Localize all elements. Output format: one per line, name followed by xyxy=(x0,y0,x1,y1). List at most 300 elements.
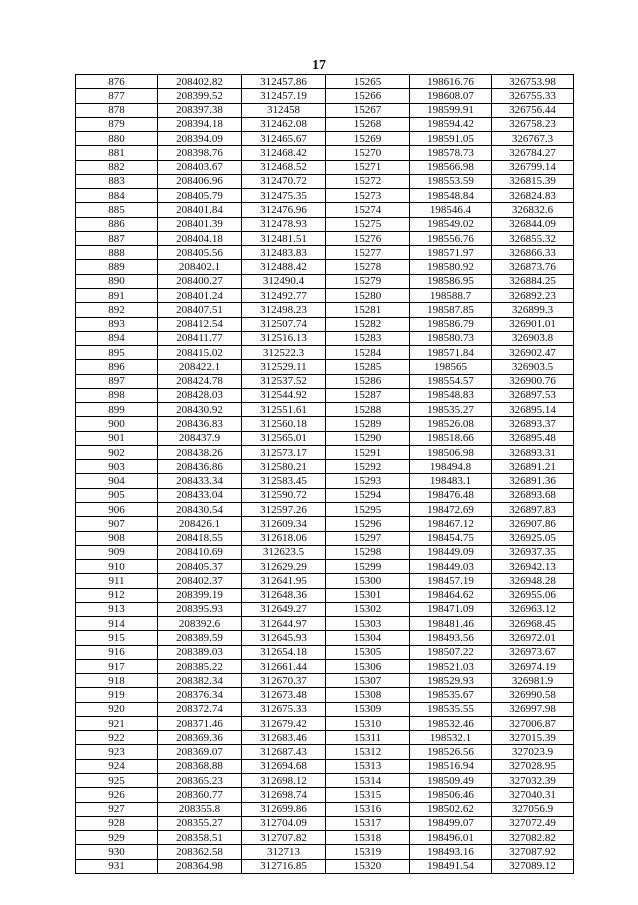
cell-point-number-a: 887 xyxy=(76,231,158,245)
cell-coordinate-y-a: 312492.77 xyxy=(242,288,326,302)
cell-point-number-a: 893 xyxy=(76,317,158,331)
cell-point-number-b: 15307 xyxy=(326,674,410,688)
cell-point-number-a: 892 xyxy=(76,303,158,317)
cell-point-number-b: 15286 xyxy=(326,374,410,388)
cell-point-number-a: 927 xyxy=(76,802,158,816)
table-row xyxy=(76,602,574,616)
cell-coordinate-y-a: 312560.18 xyxy=(242,417,326,431)
cell-coordinate-x-b: 198571.84 xyxy=(410,346,492,360)
cell-point-number-a: 920 xyxy=(76,702,158,716)
cell-coordinate-y-a: 312465.67 xyxy=(242,132,326,146)
cell-point-number-a: 922 xyxy=(76,731,158,745)
cell-coordinate-x-a: 208405.56 xyxy=(158,246,242,260)
cell-point-number-a: 909 xyxy=(76,545,158,559)
cell-coordinate-x-b: 198502.62 xyxy=(410,802,492,816)
cell-point-number-b: 15298 xyxy=(326,545,410,559)
table-row xyxy=(76,502,574,516)
cell-point-number-a: 886 xyxy=(76,217,158,231)
cell-point-number-a: 880 xyxy=(76,132,158,146)
cell-point-number-b: 15272 xyxy=(326,174,410,188)
cell-point-number-b: 15273 xyxy=(326,189,410,203)
cell-coordinate-x-b: 198565 xyxy=(410,360,492,374)
cell-point-number-a: 915 xyxy=(76,631,158,645)
cell-coordinate-x-b: 198591.05 xyxy=(410,132,492,146)
cell-point-number-a: 891 xyxy=(76,288,158,302)
cell-coordinate-x-b: 198532.46 xyxy=(410,716,492,730)
cell-coordinate-x-a: 208355.27 xyxy=(158,816,242,830)
cell-coordinate-y-a: 312478.93 xyxy=(242,217,326,231)
cell-coordinate-y-b: 326948.28 xyxy=(492,574,574,588)
cell-point-number-a: 896 xyxy=(76,360,158,374)
table-row xyxy=(76,75,574,89)
cell-coordinate-x-b: 198535.55 xyxy=(410,702,492,716)
cell-coordinate-x-b: 198526.08 xyxy=(410,417,492,431)
cell-coordinate-x-b: 198476.48 xyxy=(410,488,492,502)
table-row xyxy=(76,517,574,531)
cell-coordinate-y-a: 312573.17 xyxy=(242,445,326,459)
cell-coordinate-x-a: 208406.96 xyxy=(158,174,242,188)
cell-point-number-b: 15309 xyxy=(326,702,410,716)
cell-point-number-a: 930 xyxy=(76,845,158,859)
table-row xyxy=(76,816,574,830)
cell-coordinate-y-a: 312580.21 xyxy=(242,460,326,474)
cell-coordinate-y-b: 326799.14 xyxy=(492,160,574,174)
cell-coordinate-x-b: 198580.92 xyxy=(410,260,492,274)
table-row xyxy=(76,431,574,445)
cell-coordinate-y-a: 312462.08 xyxy=(242,117,326,131)
cell-coordinate-y-b: 326897.83 xyxy=(492,502,574,516)
cell-point-number-b: 15275 xyxy=(326,217,410,231)
table-row xyxy=(76,845,574,859)
cell-coordinate-x-b: 198529.93 xyxy=(410,674,492,688)
cell-coordinate-x-b: 198616.76 xyxy=(410,75,492,89)
table-row xyxy=(76,474,574,488)
cell-coordinate-y-b: 327087.92 xyxy=(492,845,574,859)
cell-coordinate-x-a: 208365.23 xyxy=(158,774,242,788)
cell-coordinate-x-b: 198506.46 xyxy=(410,788,492,802)
cell-coordinate-x-a: 208436.86 xyxy=(158,460,242,474)
cell-coordinate-y-b: 326893.37 xyxy=(492,417,574,431)
cell-coordinate-x-b: 198449.09 xyxy=(410,545,492,559)
cell-coordinate-y-a: 312470.72 xyxy=(242,174,326,188)
cell-point-number-a: 894 xyxy=(76,331,158,345)
cell-coordinate-y-b: 326893.31 xyxy=(492,445,574,459)
cell-coordinate-x-a: 208401.84 xyxy=(158,203,242,217)
cell-point-number-a: 907 xyxy=(76,517,158,531)
cell-coordinate-y-b: 326955.06 xyxy=(492,588,574,602)
cell-coordinate-x-a: 208389.03 xyxy=(158,645,242,659)
cell-coordinate-x-b: 198518.66 xyxy=(410,431,492,445)
cell-coordinate-y-b: 326907.86 xyxy=(492,517,574,531)
cell-coordinate-y-a: 312498.23 xyxy=(242,303,326,317)
cell-coordinate-x-a: 208433.04 xyxy=(158,488,242,502)
table-row xyxy=(76,203,574,217)
cell-point-number-b: 15282 xyxy=(326,317,410,331)
cell-coordinate-x-b: 198496.01 xyxy=(410,831,492,845)
cell-coordinate-y-b: 326784.27 xyxy=(492,146,574,160)
table-row xyxy=(76,288,574,302)
cell-coordinate-y-b: 326925.05 xyxy=(492,531,574,545)
cell-coordinate-x-b: 198481.46 xyxy=(410,617,492,631)
table-row xyxy=(76,759,574,773)
table-row xyxy=(76,189,574,203)
cell-point-number-a: 902 xyxy=(76,445,158,459)
cell-point-number-a: 906 xyxy=(76,502,158,516)
cell-point-number-a: 914 xyxy=(76,617,158,631)
cell-point-number-a: 908 xyxy=(76,531,158,545)
table-row xyxy=(76,374,574,388)
cell-point-number-a: 931 xyxy=(76,859,158,873)
cell-point-number-a: 900 xyxy=(76,417,158,431)
cell-coordinate-x-a: 208410.69 xyxy=(158,545,242,559)
table-row xyxy=(76,574,574,588)
table-row xyxy=(76,260,574,274)
cell-coordinate-x-a: 208394.18 xyxy=(158,117,242,131)
cell-point-number-a: 903 xyxy=(76,460,158,474)
cell-point-number-b: 15276 xyxy=(326,231,410,245)
cell-point-number-a: 899 xyxy=(76,403,158,417)
cell-coordinate-x-a: 208428.03 xyxy=(158,388,242,402)
cell-coordinate-x-b: 198556.76 xyxy=(410,231,492,245)
cell-coordinate-x-a: 208400.27 xyxy=(158,274,242,288)
cell-coordinate-y-b: 327023.9 xyxy=(492,745,574,759)
cell-coordinate-y-a: 312661.44 xyxy=(242,659,326,673)
cell-coordinate-y-a: 312698.12 xyxy=(242,774,326,788)
table-row xyxy=(76,445,574,459)
table-row xyxy=(76,403,574,417)
cell-coordinate-y-b: 326758.23 xyxy=(492,117,574,131)
cell-coordinate-y-a: 312629.29 xyxy=(242,560,326,574)
cell-coordinate-y-b: 327028.95 xyxy=(492,759,574,773)
cell-coordinate-x-a: 208369.07 xyxy=(158,745,242,759)
cell-coordinate-y-b: 326815.39 xyxy=(492,174,574,188)
cell-coordinate-x-b: 198516.94 xyxy=(410,759,492,773)
cell-coordinate-x-a: 208430.92 xyxy=(158,403,242,417)
cell-coordinate-x-a: 208411.77 xyxy=(158,331,242,345)
cell-coordinate-x-b: 198553.59 xyxy=(410,174,492,188)
cell-coordinate-y-b: 327072.49 xyxy=(492,816,574,830)
cell-coordinate-x-b: 198571.97 xyxy=(410,246,492,260)
table-row xyxy=(76,417,574,431)
cell-point-number-a: 901 xyxy=(76,431,158,445)
cell-coordinate-x-a: 208424.78 xyxy=(158,374,242,388)
cell-coordinate-x-a: 208401.39 xyxy=(158,217,242,231)
cell-point-number-a: 919 xyxy=(76,688,158,702)
cell-coordinate-y-a: 312475.35 xyxy=(242,189,326,203)
cell-coordinate-y-b: 326990.58 xyxy=(492,688,574,702)
cell-coordinate-y-b: 326963.12 xyxy=(492,602,574,616)
cell-point-number-b: 15279 xyxy=(326,274,410,288)
cell-coordinate-x-a: 208412.54 xyxy=(158,317,242,331)
cell-coordinate-y-b: 326891.21 xyxy=(492,460,574,474)
cell-coordinate-x-a: 208402.1 xyxy=(158,260,242,274)
cell-point-number-a: 928 xyxy=(76,816,158,830)
cell-coordinate-x-a: 208399.52 xyxy=(158,89,242,103)
cell-coordinate-y-b: 326903.8 xyxy=(492,331,574,345)
table-row xyxy=(76,802,574,816)
cell-coordinate-y-b: 326884.25 xyxy=(492,274,574,288)
cell-coordinate-y-b: 327082.82 xyxy=(492,831,574,845)
cell-point-number-a: 878 xyxy=(76,103,158,117)
cell-coordinate-y-a: 312623.5 xyxy=(242,545,326,559)
cell-point-number-b: 15301 xyxy=(326,588,410,602)
cell-coordinate-y-b: 326899.3 xyxy=(492,303,574,317)
cell-point-number-b: 15288 xyxy=(326,403,410,417)
cell-coordinate-x-b: 198548.84 xyxy=(410,189,492,203)
table-row xyxy=(76,132,574,146)
cell-coordinate-y-b: 326900.76 xyxy=(492,374,574,388)
cell-coordinate-x-a: 208372.74 xyxy=(158,702,242,716)
table-row xyxy=(76,388,574,402)
cell-coordinate-y-b: 327006.87 xyxy=(492,716,574,730)
cell-point-number-a: 912 xyxy=(76,588,158,602)
cell-point-number-b: 15267 xyxy=(326,103,410,117)
cell-coordinate-x-a: 208355.8 xyxy=(158,802,242,816)
cell-point-number-b: 15287 xyxy=(326,388,410,402)
coordinates-table xyxy=(75,74,574,874)
cell-point-number-b: 15317 xyxy=(326,816,410,830)
table-row xyxy=(76,731,574,745)
cell-coordinate-x-b: 198587.85 xyxy=(410,303,492,317)
cell-coordinate-y-b: 326832.6 xyxy=(492,203,574,217)
cell-coordinate-y-b: 326942.13 xyxy=(492,560,574,574)
cell-coordinate-x-a: 208436.83 xyxy=(158,417,242,431)
cell-point-number-a: 881 xyxy=(76,146,158,160)
cell-point-number-b: 15289 xyxy=(326,417,410,431)
coordinates-table-body xyxy=(76,75,574,874)
table-row xyxy=(76,716,574,730)
table-row xyxy=(76,331,574,345)
cell-coordinate-x-a: 208404.18 xyxy=(158,231,242,245)
table-row xyxy=(76,859,574,873)
cell-coordinate-y-a: 312597.26 xyxy=(242,502,326,516)
cell-coordinate-x-a: 208415.02 xyxy=(158,346,242,360)
cell-coordinate-y-a: 312716.85 xyxy=(242,859,326,873)
cell-coordinate-x-b: 198566.98 xyxy=(410,160,492,174)
cell-point-number-a: 921 xyxy=(76,716,158,730)
table-row xyxy=(76,774,574,788)
cell-coordinate-y-a: 312683.46 xyxy=(242,731,326,745)
cell-point-number-b: 15300 xyxy=(326,574,410,588)
table-row xyxy=(76,231,574,245)
cell-coordinate-x-a: 208422.1 xyxy=(158,360,242,374)
cell-coordinate-x-a: 208389.59 xyxy=(158,631,242,645)
cell-coordinate-y-b: 326767.3 xyxy=(492,132,574,146)
cell-point-number-b: 15318 xyxy=(326,831,410,845)
cell-coordinate-y-a: 312641.95 xyxy=(242,574,326,588)
table-row xyxy=(76,560,574,574)
cell-coordinate-y-a: 312516.13 xyxy=(242,331,326,345)
cell-coordinate-x-a: 208369.36 xyxy=(158,731,242,745)
cell-point-number-b: 15305 xyxy=(326,645,410,659)
cell-coordinate-y-b: 326968.45 xyxy=(492,617,574,631)
cell-point-number-b: 15313 xyxy=(326,759,410,773)
cell-point-number-a: 905 xyxy=(76,488,158,502)
cell-coordinate-y-a: 312609.34 xyxy=(242,517,326,531)
cell-coordinate-y-b: 326753.98 xyxy=(492,75,574,89)
cell-point-number-b: 15299 xyxy=(326,560,410,574)
cell-point-number-b: 15319 xyxy=(326,845,410,859)
cell-coordinate-x-b: 198588.7 xyxy=(410,288,492,302)
cell-coordinate-y-b: 326897.53 xyxy=(492,388,574,402)
cell-point-number-b: 15265 xyxy=(326,75,410,89)
cell-coordinate-x-b: 198549.02 xyxy=(410,217,492,231)
cell-point-number-a: 926 xyxy=(76,788,158,802)
table-row xyxy=(76,531,574,545)
cell-coordinate-y-a: 312713 xyxy=(242,845,326,859)
cell-coordinate-y-a: 312468.52 xyxy=(242,160,326,174)
table-row xyxy=(76,688,574,702)
cell-point-number-a: 885 xyxy=(76,203,158,217)
cell-point-number-b: 15310 xyxy=(326,716,410,730)
table-row xyxy=(76,317,574,331)
cell-coordinate-y-b: 327056.9 xyxy=(492,802,574,816)
cell-coordinate-y-a: 312483.83 xyxy=(242,246,326,260)
cell-point-number-b: 15315 xyxy=(326,788,410,802)
cell-point-number-a: 929 xyxy=(76,831,158,845)
cell-coordinate-y-a: 312583.45 xyxy=(242,474,326,488)
cell-coordinate-y-a: 312654.18 xyxy=(242,645,326,659)
cell-coordinate-y-a: 312649.27 xyxy=(242,602,326,616)
cell-coordinate-y-b: 327089.12 xyxy=(492,859,574,873)
cell-point-number-b: 15292 xyxy=(326,460,410,474)
cell-point-number-a: 884 xyxy=(76,189,158,203)
cell-coordinate-y-a: 312457.19 xyxy=(242,89,326,103)
cell-coordinate-x-b: 198454.75 xyxy=(410,531,492,545)
cell-coordinate-y-a: 312490.4 xyxy=(242,274,326,288)
cell-point-number-b: 15308 xyxy=(326,688,410,702)
cell-coordinate-x-a: 208399.19 xyxy=(158,588,242,602)
cell-coordinate-y-b: 326844.09 xyxy=(492,217,574,231)
cell-coordinate-y-a: 312698.74 xyxy=(242,788,326,802)
cell-coordinate-x-a: 208362.58 xyxy=(158,845,242,859)
cell-point-number-b: 15293 xyxy=(326,474,410,488)
cell-coordinate-y-a: 312481.51 xyxy=(242,231,326,245)
cell-coordinate-y-a: 312488.42 xyxy=(242,260,326,274)
cell-coordinate-x-a: 208405.79 xyxy=(158,189,242,203)
cell-coordinate-x-a: 208394.09 xyxy=(158,132,242,146)
cell-coordinate-y-b: 326873.76 xyxy=(492,260,574,274)
cell-point-number-a: 923 xyxy=(76,745,158,759)
cell-point-number-b: 15291 xyxy=(326,445,410,459)
cell-coordinate-x-a: 208392.6 xyxy=(158,617,242,631)
cell-coordinate-x-a: 208358.51 xyxy=(158,831,242,845)
cell-point-number-a: 890 xyxy=(76,274,158,288)
table-row xyxy=(76,274,574,288)
cell-coordinate-y-b: 326895.48 xyxy=(492,431,574,445)
cell-point-number-a: 877 xyxy=(76,89,158,103)
cell-point-number-b: 15297 xyxy=(326,531,410,545)
cell-coordinate-x-a: 208376.34 xyxy=(158,688,242,702)
cell-coordinate-y-a: 312457.86 xyxy=(242,75,326,89)
cell-point-number-a: 888 xyxy=(76,246,158,260)
cell-coordinate-y-b: 326891.36 xyxy=(492,474,574,488)
cell-point-number-b: 15295 xyxy=(326,502,410,516)
cell-coordinate-y-a: 312648.36 xyxy=(242,588,326,602)
cell-coordinate-x-b: 198554.57 xyxy=(410,374,492,388)
table-row xyxy=(76,545,574,559)
cell-point-number-b: 15266 xyxy=(326,89,410,103)
cell-coordinate-y-a: 312476.96 xyxy=(242,203,326,217)
table-row xyxy=(76,89,574,103)
cell-point-number-b: 15274 xyxy=(326,203,410,217)
cell-coordinate-x-b: 198493.16 xyxy=(410,845,492,859)
table-row xyxy=(76,617,574,631)
cell-coordinate-y-a: 312707.82 xyxy=(242,831,326,845)
cell-coordinate-y-a: 312565.01 xyxy=(242,431,326,445)
cell-point-number-a: 882 xyxy=(76,160,158,174)
cell-point-number-b: 15302 xyxy=(326,602,410,616)
cell-coordinate-x-b: 198507.22 xyxy=(410,645,492,659)
cell-point-number-b: 15281 xyxy=(326,303,410,317)
cell-point-number-a: 917 xyxy=(76,659,158,673)
table-row xyxy=(76,631,574,645)
table-row xyxy=(76,117,574,131)
cell-point-number-a: 918 xyxy=(76,674,158,688)
cell-coordinate-y-b: 326972.01 xyxy=(492,631,574,645)
cell-coordinate-x-a: 208437.9 xyxy=(158,431,242,445)
cell-coordinate-x-a: 208371.46 xyxy=(158,716,242,730)
cell-coordinate-y-a: 312675.33 xyxy=(242,702,326,716)
cell-coordinate-x-b: 198493.56 xyxy=(410,631,492,645)
cell-coordinate-y-b: 326901.01 xyxy=(492,317,574,331)
table-row xyxy=(76,702,574,716)
cell-point-number-a: 889 xyxy=(76,260,158,274)
cell-point-number-a: 897 xyxy=(76,374,158,388)
table-row xyxy=(76,645,574,659)
cell-coordinate-x-a: 208382.34 xyxy=(158,674,242,688)
cell-coordinate-x-b: 198548.83 xyxy=(410,388,492,402)
cell-point-number-a: 924 xyxy=(76,759,158,773)
table-row xyxy=(76,831,574,845)
cell-point-number-a: 911 xyxy=(76,574,158,588)
cell-coordinate-x-a: 208385.22 xyxy=(158,659,242,673)
cell-point-number-a: 925 xyxy=(76,774,158,788)
cell-point-number-b: 15296 xyxy=(326,517,410,531)
cell-coordinate-y-a: 312522.3 xyxy=(242,346,326,360)
cell-coordinate-y-a: 312644.97 xyxy=(242,617,326,631)
cell-coordinate-y-a: 312694.68 xyxy=(242,759,326,773)
table-row xyxy=(76,103,574,117)
cell-point-number-b: 15306 xyxy=(326,659,410,673)
cell-coordinate-x-b: 198599.91 xyxy=(410,103,492,117)
cell-coordinate-y-a: 312468.42 xyxy=(242,146,326,160)
cell-coordinate-x-b: 198586.95 xyxy=(410,274,492,288)
cell-coordinate-x-b: 198472.69 xyxy=(410,502,492,516)
cell-coordinate-x-b: 198580.73 xyxy=(410,331,492,345)
cell-coordinate-x-a: 208405.37 xyxy=(158,560,242,574)
cell-point-number-b: 15311 xyxy=(326,731,410,745)
cell-coordinate-y-b: 326937.35 xyxy=(492,545,574,559)
cell-coordinate-y-a: 312699.86 xyxy=(242,802,326,816)
cell-point-number-a: 895 xyxy=(76,346,158,360)
cell-coordinate-x-a: 208402.37 xyxy=(158,574,242,588)
cell-coordinate-y-a: 312529.11 xyxy=(242,360,326,374)
cell-point-number-b: 15278 xyxy=(326,260,410,274)
cell-point-number-b: 15269 xyxy=(326,132,410,146)
cell-coordinate-x-a: 208368.88 xyxy=(158,759,242,773)
cell-coordinate-y-b: 326866.33 xyxy=(492,246,574,260)
cell-point-number-a: 879 xyxy=(76,117,158,131)
cell-point-number-b: 15303 xyxy=(326,617,410,631)
cell-coordinate-x-a: 208395.93 xyxy=(158,602,242,616)
cell-coordinate-x-a: 208430.54 xyxy=(158,502,242,516)
cell-point-number-b: 15320 xyxy=(326,859,410,873)
table-row xyxy=(76,303,574,317)
cell-point-number-b: 15280 xyxy=(326,288,410,302)
cell-coordinate-x-a: 208364.98 xyxy=(158,859,242,873)
cell-point-number-b: 15271 xyxy=(326,160,410,174)
